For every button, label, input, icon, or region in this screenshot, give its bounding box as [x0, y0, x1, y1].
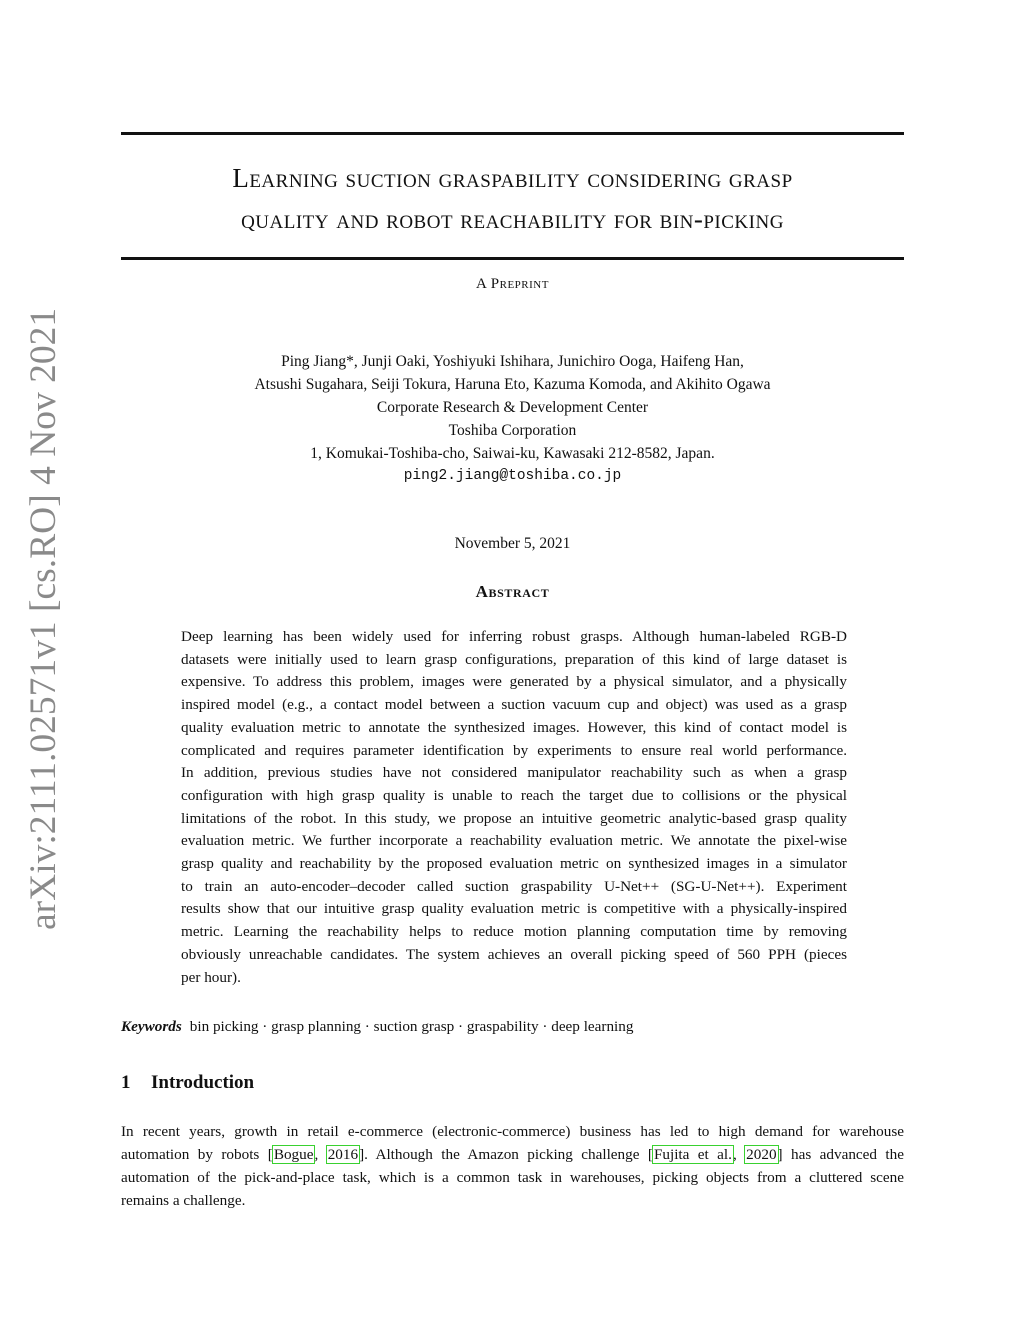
publication-date: November 5, 2021 — [454, 535, 571, 552]
abstract-line: per hour). — [181, 968, 241, 986]
abstract-line: inspired model (e.g., a contact model between a suction vacuum cup and object) was used as a grasp — [181, 696, 847, 714]
abstract-line: limitations of the robot. In this study, we propose an intuitive geometric analytic-based grasp quality — [181, 809, 847, 827]
citation-fujita-author[interactable]: Fujita et al. — [653, 1146, 732, 1163]
authors-line-2: Atsushi Sugahara, Seiji Tokura, Haruna Eto, Kazuma Komoda, and Akihito Ogawa — [254, 376, 771, 393]
intro-text: ]. Although the Amazon picking challenge [ — [359, 1146, 653, 1163]
intro-line-with-citations — [121, 1143, 904, 1166]
abstract-line: In addition, previous studies have not considered manipulator reachability such as when a grasp — [181, 764, 847, 782]
section-heading-introduction — [121, 1072, 904, 1094]
intro-line: automation of the pick-and-place task, which is a common task in warehouses, picking objects from a cluttered scene — [121, 1169, 904, 1186]
keywords-line — [121, 1016, 904, 1038]
abstract-line: datasets were initially used to learn grasp configurations, preparation of this kind of large dataset is — [181, 650, 847, 668]
affiliation-center: Corporate Research & Development Center — [376, 399, 649, 416]
section-title: Introduction — [151, 1072, 255, 1093]
keywords-label: Keywords — [121, 1018, 182, 1035]
abstract-body — [181, 626, 847, 989]
paper-title — [121, 158, 904, 240]
title-line-2: quality and robot reachability for bin-picking — [241, 204, 784, 234]
author-block — [121, 350, 904, 488]
citation-separator: , — [314, 1146, 327, 1163]
author-email[interactable]: ping2.jiang@toshiba.co.jp — [403, 468, 622, 484]
introduction-paragraph — [121, 1120, 904, 1212]
abstract-heading: Abstract — [475, 582, 550, 601]
abstract-line: configuration with high grasp quality is unable to reach the target due to collisions or the physical — [181, 786, 847, 804]
abstract-line: Deep learning has been widely used for inferring robust grasps. Although human-labeled RGB-D — [181, 628, 847, 645]
abstract-line: grasp quality and reachability by the proposed evaluation metric on synthesized images in a simulator — [181, 855, 847, 873]
abstract-line: evaluation metric. We further incorporate a reachability evaluation metric. We annotate the pixel-wise — [181, 832, 847, 850]
intro-line: In recent years, growth in retail e-commerce (electronic-commerce) business has led to high demand for warehouse — [121, 1123, 904, 1140]
intro-line: remains a challenge. — [121, 1192, 246, 1209]
citation-separator: , — [732, 1146, 746, 1163]
intro-text: automation by robots [ — [121, 1146, 273, 1163]
arxiv-identifier[interactable]: arXiv:2111.02571v1 [cs.RO] 4 Nov 2021 — [23, 307, 64, 930]
abstract-line: to train an auto-encoder–decoder called suction graspability U-Net++ (SG-U-Net++). Experiment — [181, 877, 847, 895]
affiliation-company: Toshiba Corporation — [448, 422, 577, 439]
abstract-line: obviously unreachable candidates. The system achieves an overall picking speed of 560 PPH (pieces — [181, 945, 847, 963]
abstract-line: expensive. To address this problem, images were generated by a physical simulator, and a physically — [181, 673, 847, 691]
top-rule — [121, 132, 904, 135]
abstract-line: quality evaluation metric to annotate the synthesized images. However, this kind of contact model is — [181, 718, 847, 736]
section-number: 1 — [121, 1072, 131, 1093]
citation-fujita-year[interactable]: 2020 — [746, 1146, 777, 1163]
abstract-line: complicated and requires parameter identification by experiments to ensure real world performance. — [181, 741, 847, 759]
citation-bogue-author[interactable]: Bogue — [273, 1146, 314, 1163]
preprint-label: A Preprint — [476, 276, 549, 292]
authors-line-1: Ping Jiang*, Junji Oaki, Yoshiyuki Ishihara, Junichiro Ooga, Haifeng Han, — [281, 353, 744, 370]
citation-bogue-year[interactable]: 2016 — [327, 1146, 359, 1163]
keywords-text: bin picking · grasp planning · suction grasp · graspability · deep learning — [189, 1018, 634, 1035]
title-line-1: Learning suction graspability considering grasp — [232, 163, 793, 193]
affiliation-address: 1, Komukai-Toshiba-cho, Saiwai-ku, Kawasaki 212-8582, Japan. — [310, 445, 715, 462]
abstract-line: metric. Learning the reachability helps to reduce motion planning computation time by removing — [181, 923, 847, 941]
bottom-rule — [121, 257, 904, 260]
abstract-line: results show that our intuitive grasp quality evaluation metric is competitive with a physically-inspired — [181, 900, 847, 918]
intro-text: ] has advanced the — [777, 1146, 904, 1163]
